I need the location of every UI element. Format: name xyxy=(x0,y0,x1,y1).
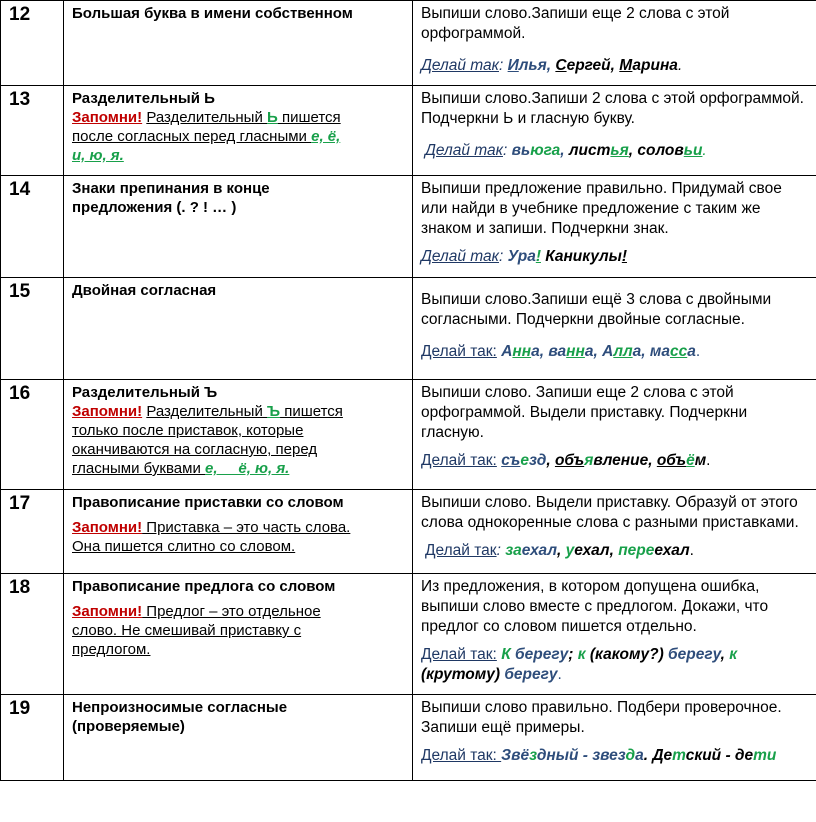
rule-text: Запомни! Разделительный Ъ пишется xyxy=(72,403,343,420)
row-number: 14 xyxy=(1,176,64,278)
task-line: Выпиши слово.Запиши еще 2 слова с этой xyxy=(421,5,730,22)
row-number: 16 xyxy=(1,380,64,490)
topic-cell xyxy=(64,574,413,695)
rule-text: и, ю, я. xyxy=(72,147,124,164)
example-line: (крутому) берегу. xyxy=(421,666,562,683)
task-line: Запиши ещё примеры. xyxy=(421,719,585,736)
topic-title: Разделительный Ъ xyxy=(72,384,218,401)
rule-text: слово. Не смешивай приставку с xyxy=(72,622,302,639)
table-row-18 xyxy=(1,574,816,695)
rule-text: Запомни! Предлог – это отдельное xyxy=(72,603,321,620)
task-line: выпиши слово вместе с предлогом. Докажи, что xyxy=(421,598,769,615)
row-number: 15 xyxy=(1,278,64,380)
task-line: или найди в учебнике предложение с таким же xyxy=(421,200,761,217)
topic-cell xyxy=(64,176,413,278)
table-row-17 xyxy=(1,490,816,574)
topic-cell xyxy=(64,490,413,574)
example-label: Делай так: xyxy=(421,343,497,360)
task-line: знаком и запиши. Подчеркни знак. xyxy=(421,220,669,237)
table-row-14 xyxy=(1,176,816,278)
topic-title: Большая буква в имени собственном xyxy=(72,5,353,22)
task-cell xyxy=(413,278,816,380)
topic-cell xyxy=(64,278,413,380)
task-line: Выпиши слово. Выдели приставку. Образуй от этого xyxy=(421,494,798,511)
task-cell xyxy=(413,86,816,176)
rule-text: гласными буквами е, ё, ю, я. xyxy=(72,460,290,477)
row-number: 19 xyxy=(1,695,64,781)
topic-title: Правописание предлога со словом xyxy=(72,578,336,595)
remember-label: Запомни! xyxy=(72,403,143,420)
topic-title: Знаки препинания в конце xyxy=(72,180,270,197)
table-row-12 xyxy=(1,1,816,86)
topic-title: Непроизносимые согласные xyxy=(72,699,288,716)
task-line: предлог со словом пишется отдельно. xyxy=(421,618,697,635)
rule-text: Запомни! Разделительный Ь пишется xyxy=(72,109,341,126)
topic-cell xyxy=(64,695,413,781)
task-cell xyxy=(413,695,816,781)
task-cell xyxy=(413,490,816,574)
task-line: Выпиши предложение правильно. Придумай свое xyxy=(421,180,782,197)
example-label: Делай так: xyxy=(421,452,497,469)
rule-text: после согласных перед гласными е, ё, xyxy=(72,128,341,145)
task-line: гласную. xyxy=(421,424,484,441)
rule-text: только после приставок, которые xyxy=(72,422,304,439)
task-line: Из предложения, в котором допущена ошибка, xyxy=(421,578,760,595)
example-label: Делай так xyxy=(421,57,499,74)
table-row-13 xyxy=(1,86,816,176)
example-label: Делай так: xyxy=(421,747,502,764)
row-number: 18 xyxy=(1,574,64,695)
rule-text: оканчиваются на согласную, перед xyxy=(72,441,318,458)
example-line: Делай так: Звёздный - звезда. Детский - дети xyxy=(421,747,777,764)
example-line: Делай так: заехал, уехал, переехал. xyxy=(425,542,694,559)
topic-cell xyxy=(64,86,413,176)
task-line: Выпиши слово правильно. Подбери проверочное. xyxy=(421,699,782,716)
example-line: Делай так: К берегу; к (какому?) берегу, к xyxy=(421,646,738,663)
remember-label: Запомни! xyxy=(72,109,143,126)
task-cell xyxy=(413,574,816,695)
task-line: согласными. Подчеркни двойные согласные. xyxy=(421,311,745,328)
example-line: Делай так: вьюга, листья, соловьи. xyxy=(425,142,707,159)
task-cell xyxy=(413,1,816,86)
remember-label: Запомни! xyxy=(72,603,143,620)
task-line: Выпиши слово.Запиши 2 слова с этой орфограммой. xyxy=(421,90,804,107)
example-label: Делай так xyxy=(421,248,499,265)
task-line: Выпиши слово. Запиши еще 2 слова с этой xyxy=(421,384,734,401)
task-line: Подчеркни Ь и гласную букву. xyxy=(421,110,635,127)
topic-title: Двойная согласная xyxy=(72,282,217,299)
row-number: 12 xyxy=(1,1,64,86)
example-label: Делай так xyxy=(425,542,497,559)
topic-cell xyxy=(64,380,413,490)
example-label: Делай так: xyxy=(421,646,497,663)
rule-text: предлогом. xyxy=(72,641,151,658)
topic-title: Правописание приставки со словом xyxy=(72,494,344,511)
table-row-19 xyxy=(1,695,816,781)
rule-text: Она пишется слитно со словом. xyxy=(72,538,296,555)
task-line: Выпиши слово.Запиши ещё 3 слова с двойными xyxy=(421,291,772,308)
example-line: Делай так: съезд, объявление, объём. xyxy=(421,452,711,469)
example-line: Делай так: Ура! Каникулы! xyxy=(421,248,627,265)
task-line: слова однокоренные слова с разными приставками. xyxy=(421,514,799,531)
table-row-15 xyxy=(1,278,816,380)
example-line: Делай так: Илья, Сергей, Марина. xyxy=(421,57,683,74)
example-line: Делай так: Анна, ванна, Алла, масса. xyxy=(421,343,701,360)
row-number: 13 xyxy=(1,86,64,176)
row-number: 17 xyxy=(1,490,64,574)
task-line: орфограммой. xyxy=(421,25,526,42)
table-row-16 xyxy=(1,380,816,490)
remember-label: Запомни! xyxy=(72,519,143,536)
task-line: орфограммой. Выдели приставку. Подчеркни xyxy=(421,404,748,421)
example-label: Делай так xyxy=(425,142,503,159)
task-cell xyxy=(413,380,816,490)
topic-cell xyxy=(64,1,413,86)
task-cell xyxy=(413,176,816,278)
topic-title: Разделительный Ь xyxy=(72,90,215,107)
topic-title: (проверяемые) xyxy=(72,718,185,735)
rule-text: Запомни! Приставка – это часть слова. xyxy=(72,519,351,536)
topic-title: предложения (. ? ! … ) xyxy=(72,199,237,216)
